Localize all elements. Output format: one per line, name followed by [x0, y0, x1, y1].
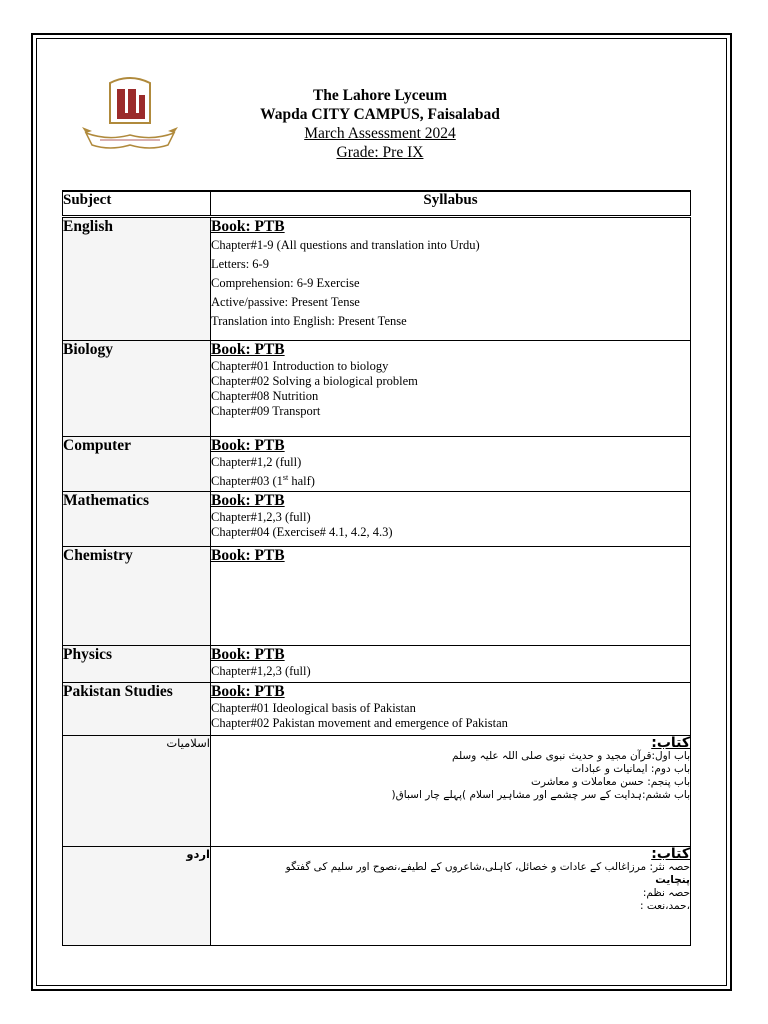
- book-label: Book: PTB: [211, 437, 285, 454]
- syllabus-item: Letters: 6-9: [211, 257, 269, 271]
- syllabus-item: Chapter#01 Introduction to biology: [211, 359, 389, 373]
- syllabus-item-text: Chapter#03 (1: [211, 474, 283, 489]
- syllabus-item: [211, 470, 690, 489]
- syllabus-header: Syllabus: [211, 191, 691, 217]
- syllabus-cell: [211, 683, 691, 736]
- syllabus-item: باب دوم: ایمانیات و عبادات: [571, 763, 690, 775]
- syllabus-item: باب اول:قرآن مجید و حدیث نبوی صلی اللہ علیہ وسلم: [451, 750, 690, 762]
- syllabus-item: Chapter#02 Solving a biological problem: [211, 374, 418, 388]
- book-label: کتاب:: [651, 735, 690, 751]
- syllabus-table: [62, 190, 691, 946]
- book-label: Book: PTB: [211, 547, 285, 564]
- subject-cell: اسلامیات: [63, 736, 211, 847]
- table-row: [63, 492, 691, 547]
- table-header-row: [63, 191, 691, 217]
- book-label: Book: PTB: [211, 492, 285, 509]
- syllabus-item: Chapter#02 Pakistan movement and emergence of Pakistan: [211, 716, 508, 730]
- subject-header: Subject: [63, 191, 211, 217]
- grade-label: Grade: Pre IX: [336, 144, 424, 161]
- syllabus-item: Comprehension: 6-9 Exercise: [211, 276, 360, 290]
- syllabus-item: Chapter#1,2,3 (full): [211, 664, 311, 678]
- syllabus-cell: [211, 547, 691, 646]
- syllabus-item: Chapter#04 (Exercise# 4.1, 4.2, 4.3): [211, 525, 393, 539]
- assessment-title: March Assessment 2024: [304, 125, 456, 142]
- book-label: Book: PTB: [211, 341, 285, 358]
- syllabus-item: Chapter#09 Transport: [211, 404, 321, 418]
- syllabus-item: Chapter#1,2,3 (full): [211, 510, 311, 524]
- book-label: Book: PTB: [211, 646, 285, 663]
- ordinal-suffix: st: [282, 473, 289, 482]
- syllabus-cell: [211, 646, 691, 683]
- book-label: کتاب:: [651, 846, 690, 862]
- syllabus-item: Chapter#08 Nutrition: [211, 389, 319, 403]
- syllabus-cell: [211, 437, 691, 492]
- campus-name: Wapda CITY CAMPUS, Faisalabad: [260, 106, 500, 123]
- syllabus-cell: [211, 847, 691, 946]
- table-row: [63, 646, 691, 683]
- syllabus-item: پنچایت: [655, 874, 690, 886]
- subject-cell: Biology: [63, 341, 211, 437]
- subject-cell: Physics: [63, 646, 211, 683]
- subject-cell: English: [63, 217, 211, 341]
- subject-cell: Chemistry: [63, 547, 211, 646]
- syllabus-item: Chapter#01 Ideological basis of Pakistan: [211, 701, 416, 715]
- school-name: The Lahore Lyceum: [312, 87, 448, 104]
- syllabus-item: حصہ نثر: مرزاغالب کے عادات و خصائل، کاہلی،شاعروں کے لطیفے،نصوح اور سلیم کی گفتگو: [285, 861, 690, 873]
- syllabus-item: باب پنجم: حسن معاملات و معاشرت: [530, 776, 690, 788]
- syllabus-item: باب ششم:ہدایت کے سر چشمے اور مشاہیر اسلام )پہلے چار اسباق(: [391, 789, 690, 801]
- syllabus-item: Active/passive: Present Tense: [211, 295, 360, 309]
- subject-cell: Pakistan Studies: [63, 683, 211, 736]
- syllabus-item: Chapter#1,2 (full): [211, 455, 302, 469]
- book-label: Book: PTB: [211, 218, 285, 235]
- syllabus-item: ،حمد،نعت :: [639, 900, 690, 912]
- table-row: [63, 437, 691, 492]
- subject-cell: Mathematics: [63, 492, 211, 547]
- syllabus-cell: [211, 341, 691, 437]
- syllabus-cell: [211, 736, 691, 847]
- table-row: [63, 341, 691, 437]
- table-row: [63, 683, 691, 736]
- document-header: [230, 86, 530, 162]
- syllabus-item: Translation into English: Present Tense: [211, 314, 407, 328]
- syllabus-item-text: half): [288, 474, 315, 489]
- syllabus-cell: [211, 492, 691, 547]
- school-logo: [80, 75, 180, 155]
- table-row: [63, 736, 691, 847]
- book-label: Book: PTB: [211, 683, 285, 700]
- table-row: [63, 847, 691, 946]
- table-row: [63, 217, 691, 341]
- table-row: [63, 547, 691, 646]
- syllabus-item: حصہ نظم:: [642, 887, 690, 899]
- syllabus-cell: [211, 217, 691, 341]
- syllabus-item: Chapter#1-9 (All questions and translation into Urdu): [211, 238, 480, 252]
- subject-cell: Computer: [63, 437, 211, 492]
- subject-cell: اردو: [63, 847, 211, 946]
